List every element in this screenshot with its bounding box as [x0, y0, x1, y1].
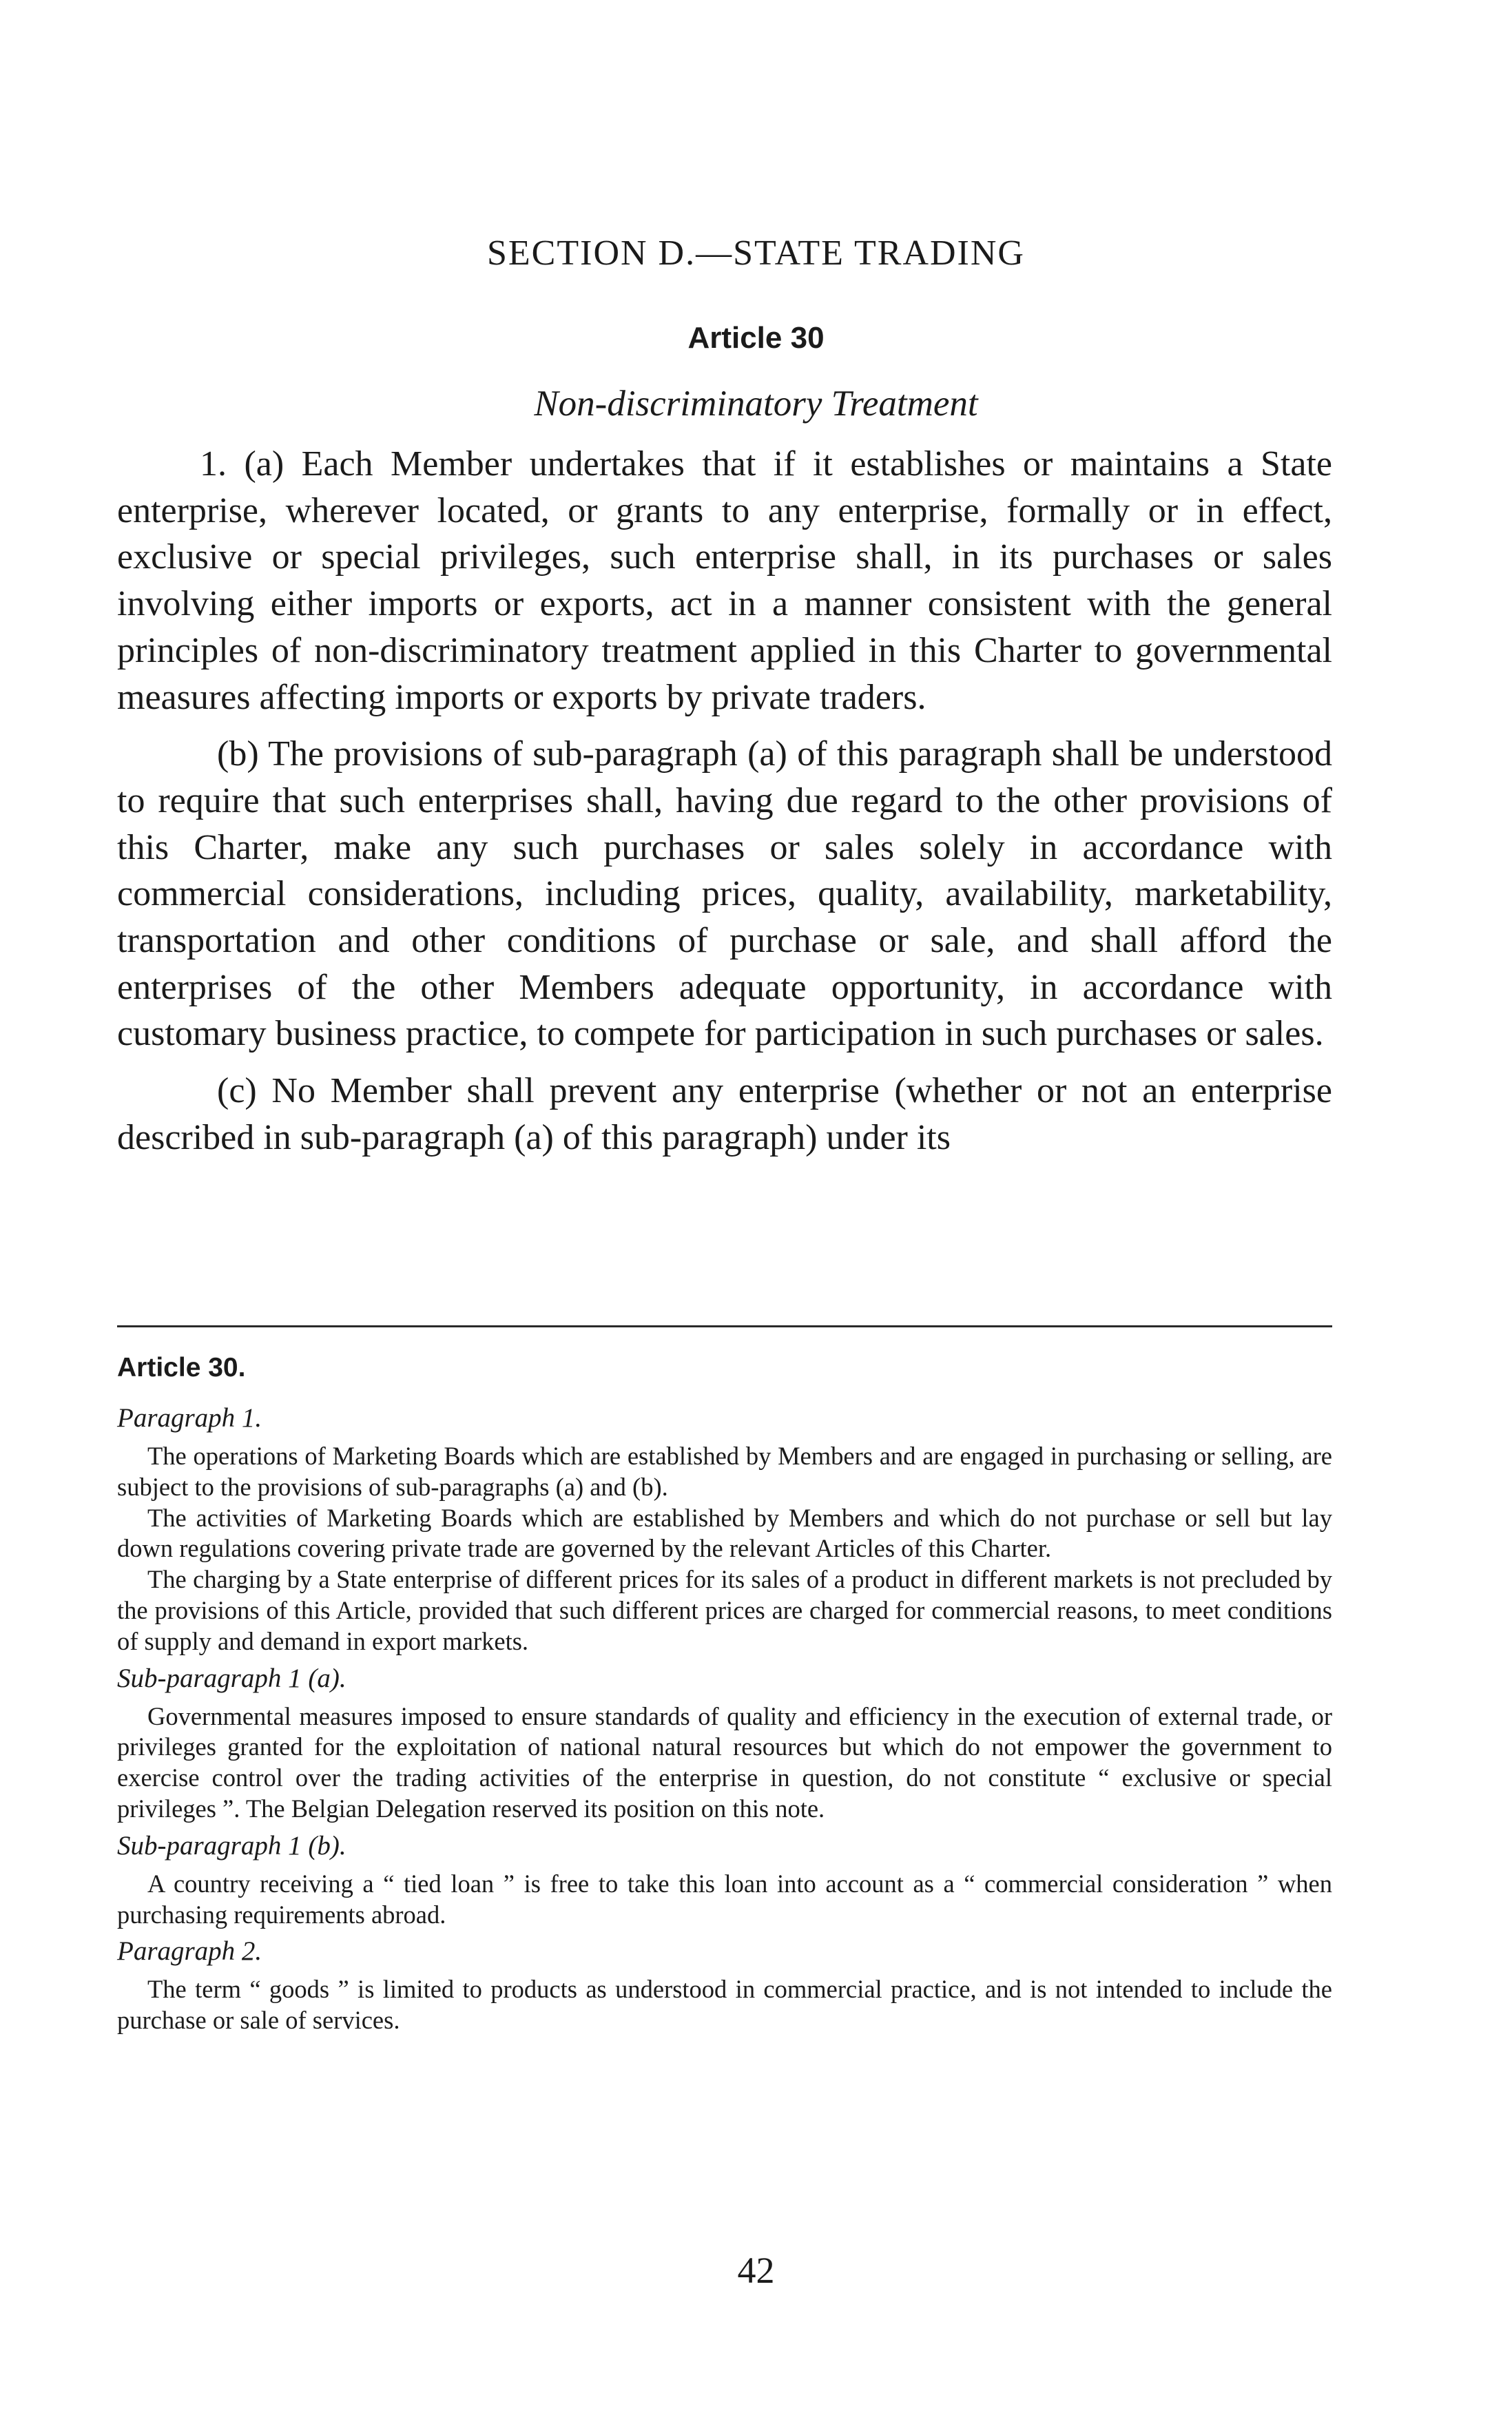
note-paragraph: The activities of Marketing Boards which are established by Members and which do not purchase or sell but lay down regulations covering private trade are governed by the relevant Articles of this Charter. — [117, 1503, 1332, 1563]
note-subheading: Paragraph 1. — [117, 1403, 262, 1433]
note-paragraph: The charging by a State enterprise of different prices for its sales of a product in different markets is not precluded by the provisions of this Article, provided that such different prices are charged for commercial reasons, to meet conditions of supply and demand in export markets. — [117, 1565, 1332, 1655]
paragraph-1a: 1. (a) Each Member undertakes that if it establishes or maintains a State enterprise, wherever located, or grants to any enterprise, formally or in effect, exclusive or special privileges, such enterprise shall, in its purchases or sales involving either imports or exports, act in a manner consistent with the general principles of non-discriminatory treatment applied in this Charter to governmental measures affecting imports or exports by private traders. — [117, 444, 1332, 717]
note-paragraph: Governmental measures imposed to ensure standards of quality and efficiency in the execution of external trade, or privileges granted for the exploitation of national natural resources but which do not empower the government to exercise control over the trading activities of the enterprise in question, do not constitute “ exclusive or special privileges ”. The Belgian Delegation reserved its position on this note. — [117, 1701, 1332, 1823]
paragraph-1c: (c) No Member shall prevent any enterprise (whether or not an enterprise described in sub-paragraph (a) of this paragraph) under its — [117, 1071, 1332, 1157]
note-paragraph: The operations of Marketing Boards which are established by Members and are engaged in purchasing or selling, are subject to the provisions of sub-paragraphs (a) and (b). — [117, 1442, 1332, 1501]
section-title: SECTION D.—STATE TRADING — [487, 234, 1025, 273]
note-subheading: Paragraph 2. — [117, 1936, 262, 1967]
footnote-divider — [117, 1325, 1332, 1327]
article-body — [117, 441, 1332, 1172]
page-number: 42 — [737, 2250, 775, 2291]
note-subheading: Sub-paragraph 1 (b). — [117, 1830, 346, 1861]
article-title: Article 30 — [687, 321, 825, 355]
note-paragraph: A country receiving a “ tied loan ” is free to take this loan into account as a “ commercial consideration ” when purchasing requirements abroad. — [117, 1869, 1332, 1929]
interpretative-notes — [117, 1349, 1332, 2036]
paragraph-1b: (b) The provisions of sub-paragraph (a) of this paragraph shall be understood to require that such enterprises shall, having due regard to the other provisions of this Charter, make any such purchases or sales solely in accordance with commercial considerations, including prices, quality, availability, marketability, transportation and other conditions of purchase or sale, and shall afford the enterprises of the other Members adequate opportunity, in accordance with customary business practice, to compete for participation in such purchases or sales. — [117, 734, 1332, 1054]
article-subtitle: Non-discriminatory Treatment — [534, 384, 978, 424]
notes-heading: Article 30. — [117, 1353, 246, 1382]
note-subheading: Sub-paragraph 1 (a). — [117, 1663, 346, 1693]
note-paragraph: The term “ goods ” is limited to products as understood in commercial practice, and is not intended to include the purchase or sale of services. — [117, 1975, 1332, 2035]
